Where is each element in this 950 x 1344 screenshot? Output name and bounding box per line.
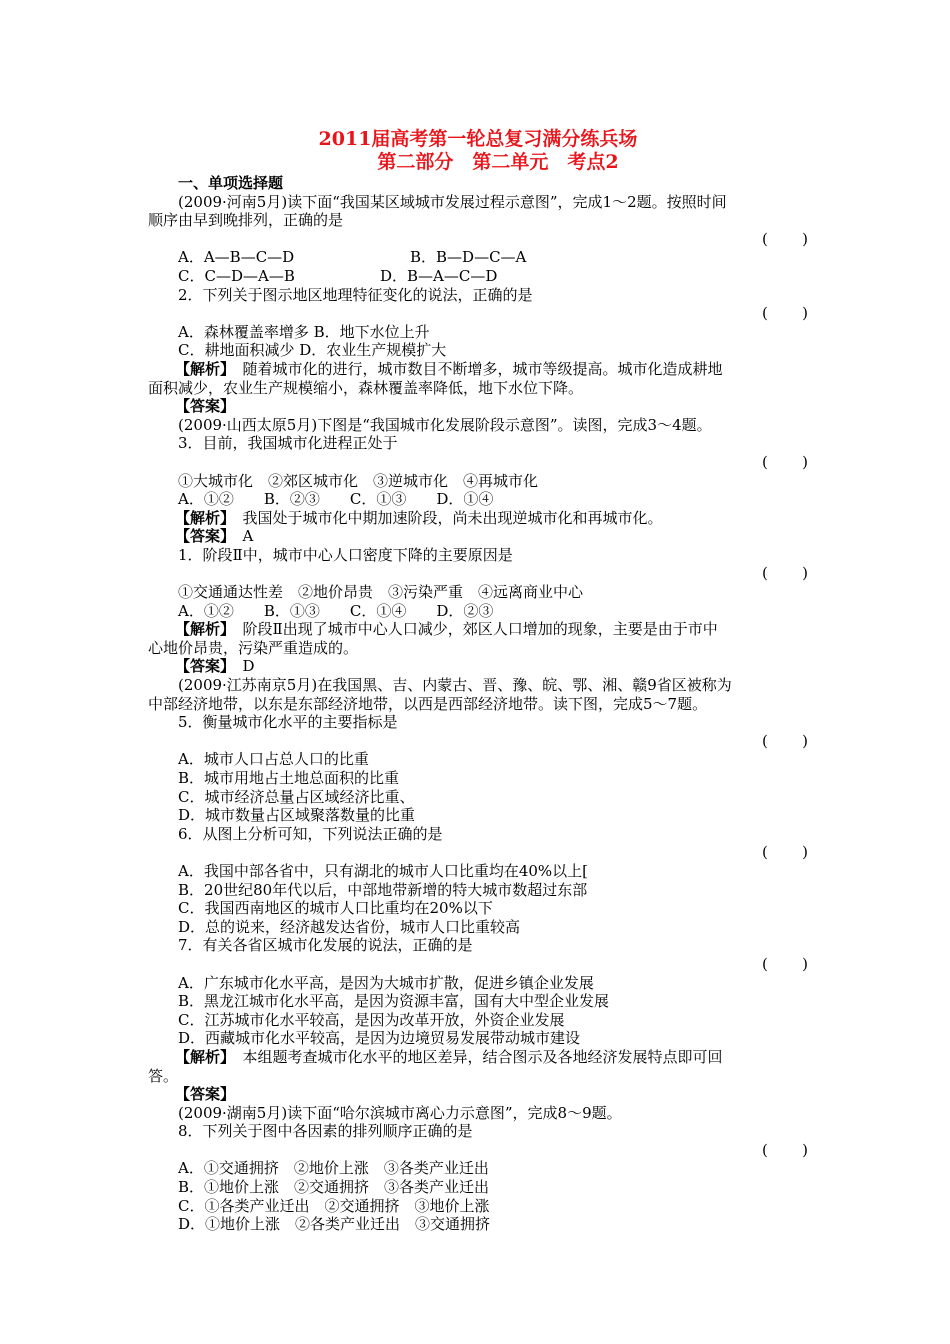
answer-paren (148, 1141, 808, 1160)
q8-option-b: B．①地价上涨 ②交通拥挤 ③各类产业迁出 (178, 1178, 490, 1197)
q8-option-d: D．①地价上涨 ②各类产业迁出 ③交通拥挤 (178, 1215, 491, 1234)
q2-analysis-line-1 (148, 360, 808, 379)
q4-stem: 1．阶段Ⅱ中，城市中心人口密度下降的主要原因是 (178, 545, 513, 564)
q7-option-b: B．黑龙江城市化水平高，是因为资源丰富，国有大中型企业发展 (178, 992, 610, 1011)
answer-paren (148, 955, 808, 974)
q1-option-a: A．A—B—C—D (178, 248, 295, 267)
q6-option-c: C．我国西南地区的城市人口比重均在20%以下 (178, 899, 493, 918)
q2-answer (148, 397, 808, 416)
analysis-tag: 【解析】 (175, 620, 228, 639)
intro-3-line-2: 中部经济地带，以东是东部经济地带，以西是西部经济地带。读下图，完成5～7题。 (148, 694, 708, 713)
answer-paren-text: ( ) (762, 1140, 808, 1159)
q6-option-b: B．20世纪80年代以后，中部地带新增的特大城市数超过东部 (178, 880, 588, 899)
q5-option-d: D．城市数量占区域聚落数量的比重 (178, 806, 416, 825)
document-page (148, 128, 808, 1234)
doc-subtitle: 第二部分 第二单元 考点2 (377, 151, 619, 173)
q3-choices: A．①② B．②③ C．①③ D．①④ (178, 490, 494, 509)
q1-option-d: D．B—A—C—D (380, 266, 498, 285)
q2-options-ab: A．森林覆盖率增多 B．地下水位上升 (178, 322, 430, 341)
q4-choices: A．①② B．①③ C．①④ D．②③ (178, 601, 494, 620)
q7-stem: 7．有关各省区城市化发展的说法，正确的是 (178, 936, 473, 955)
answer-tag: 【答案】 (175, 397, 236, 416)
analysis-text: 本组题考查城市化水平的地区差异，结合图示及各地经济发展特点即可回 (227, 1047, 723, 1066)
q5-stem: 5．衡量城市化水平的主要指标是 (178, 713, 398, 732)
q1-option-c: C．C—D—A—B (178, 266, 295, 285)
q7-analysis-line-2: 答。 (148, 1066, 179, 1085)
q3-answer (148, 527, 808, 546)
q8-option-c: C．①各类产业迁出 ②交通拥挤 ③地价上涨 (178, 1196, 490, 1215)
q2-options-cd: C．耕地面积减少 D．农业生产规模扩大 (178, 341, 447, 360)
q4-options: ①交通通达性差 ②地价昂贵 ③污染严重 ④远离商业中心 (178, 583, 584, 602)
answer-value: D (227, 657, 255, 676)
answer-paren-text: ( ) (762, 452, 808, 471)
q8-stem: 8．下列关于图中各因素的排列顺序正确的是 (178, 1122, 473, 1141)
answer-value: A (227, 527, 254, 546)
answer-paren-text: ( ) (762, 843, 808, 862)
q7-option-d: D．西藏城市化水平较高，是因为边境贸易发展带动城市建设 (178, 1029, 581, 1048)
answer-paren-text: ( ) (762, 954, 808, 973)
q7-answer (148, 1085, 808, 1104)
q1-option-b: B．B—D—C—A (410, 248, 527, 267)
q7-option-c: C．江苏城市化水平较高，是因为改革开放，外资企业发展 (178, 1010, 565, 1029)
answer-tag: 【答案】 (175, 657, 228, 676)
answer-paren (148, 453, 808, 472)
answer-paren-text: ( ) (762, 564, 808, 583)
analysis-text: 我国处于城市化中期加速阶段，尚未出现逆城市化和再城市化。 (227, 508, 663, 527)
answer-paren (148, 564, 808, 583)
intro-4: (2009·湖南5月)读下面“哈尔滨城市离心力示意图”，完成8～9题。 (178, 1103, 622, 1122)
answer-paren (148, 843, 808, 862)
section-heading: 一、单项选择题 (178, 174, 284, 192)
q6-option-d: D．总的说来，经济越发达省份，城市人口比重较高 (178, 917, 521, 936)
intro-1-line-2: 顺序由早到晚排列，正确的是 (148, 211, 344, 230)
q7-option-a: A．广东城市化水平高，是因为大城市扩散，促进乡镇企业发展 (178, 973, 594, 992)
q4-answer (148, 657, 808, 676)
q5-option-b: B．城市用地占土地总面积的比重 (178, 769, 400, 787)
analysis-tag: 【解析】 (175, 1047, 228, 1066)
intro-3-line-1: (2009·江苏南京5月)在我国黑、吉、内蒙古、晋、豫、皖、鄂、湘、赣9省区被称为 (178, 676, 732, 695)
answer-paren (148, 304, 808, 323)
q5-option-a: A．城市人口占总人口的比重 (178, 750, 369, 769)
q2-stem: 2．下列关于图示地区地理特征变化的说法，正确的是 (178, 285, 533, 304)
q2-analysis-line-2: 面积减少，农业生产规模缩小，森林覆盖率降低，地下水位下降。 (148, 378, 584, 397)
q3-stem: 3．目前，我国城市化进程正处于 (178, 434, 398, 453)
q1-options-ab (148, 248, 808, 267)
q4-analysis-line-2: 心地价昂贵，污染严重造成的。 (148, 638, 359, 657)
answer-tag: 【答案】 (175, 527, 228, 546)
intro-2: (2009·山西太原5月)下图是“我国城市化发展阶段示意图”。读图，完成3～4题。 (178, 415, 712, 434)
q1-options-cd (148, 267, 808, 286)
analysis-text: 阶段Ⅱ出现了城市中心人口减少，郊区人口增加的现象，主要是由于市中 (227, 620, 718, 639)
answer-paren (148, 732, 808, 751)
answer-tag: 【答案】 (175, 1085, 236, 1104)
q8-option-a: A．①交通拥挤 ②地价上涨 ③各类产业迁出 (178, 1159, 489, 1178)
doc-title: 2011届高考第一轮总复习满分练兵场 (318, 128, 638, 150)
q6-stem: 6．从图上分析可知，下列说法正确的是 (178, 824, 443, 843)
analysis-tag: 【解析】 (175, 508, 228, 527)
answer-paren-text: ( ) (762, 731, 808, 750)
q4-analysis-line-1 (148, 620, 808, 639)
q3-options: ①大城市化 ②郊区城市化 ③逆城市化 ④再城市化 (178, 471, 539, 490)
q5-option-c: C．城市经济总量占区域经济比重、 (178, 787, 415, 806)
answer-paren-text: ( ) (762, 229, 808, 248)
analysis-text: 随着城市化的进行，城市数目不断增多，城市等级提高。城市化造成耕地 (227, 359, 723, 378)
intro-1-line-1: (2009·河南5月)读下面“我国某区域城市发展过程示意图”，完成1～2题。按照时间 (178, 192, 727, 211)
q6-option-a: A．我国中部各省中，只有湖北的城市人口比重均在40%以上[ (178, 861, 589, 880)
answer-paren (148, 230, 808, 249)
answer-paren-text: ( ) (762, 304, 808, 323)
q3-analysis (148, 509, 808, 528)
q7-analysis-line-1 (148, 1048, 808, 1067)
analysis-tag: 【解析】 (175, 359, 228, 378)
